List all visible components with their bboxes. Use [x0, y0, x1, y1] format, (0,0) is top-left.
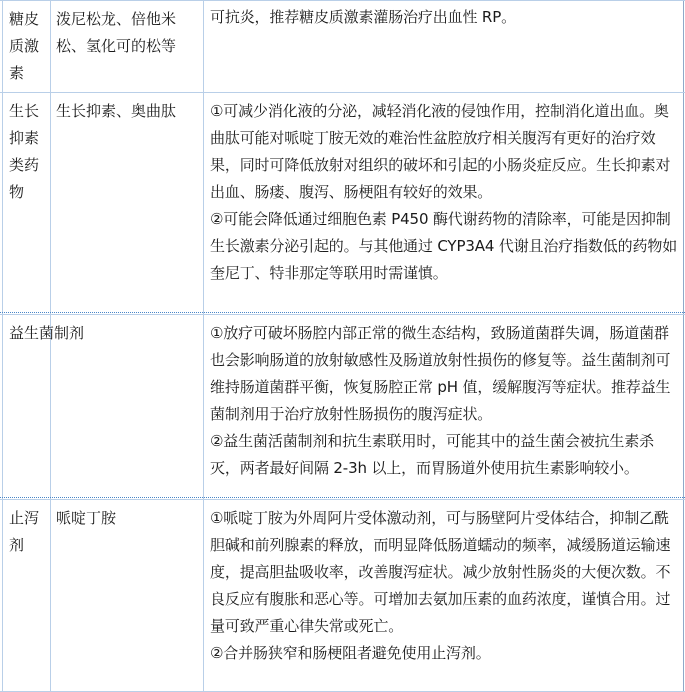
- note-paragraph: ①可减少消化液的分泌，减轻消化液的侵蚀作用，控制消化道出血。奥曲肽可能对哌啶丁胺无效的难治性盆腔放疗相关腹泻有更好的治疗效果，同时可降低放射对组织的破坏和引起的小肠炎症反应。生长抑素对出血、肠瘘、腹泻、肠梗阻有较好的效果。: [210, 102, 671, 201]
- note-paragraph: ①哌啶丁胺为外周阿片受体激动剂，可与肠壁阿片受体结合，抑制乙酰胆碱和前列腺素的释放，而明显降低肠道蠕动的频率，减缓肠道运输速度，提高胆盐吸收率，改善腹泻症状。减少放射性肠炎的大便次数。不良反应有腹胀和恶心等。可增加去氨加压素的血药浓度，谨慎合用。过量可致严重心律失常或死亡。: [210, 509, 671, 635]
- drug-text: 泼尼松龙、倍他米松、氢化可的松等: [56, 10, 177, 55]
- category-cell: [4, 314, 154, 498]
- category-cell: [4, 0, 48, 92]
- drug-cell: [52, 499, 202, 691]
- notes-text: [210, 4, 682, 31]
- drug-text: 生长抑素、奥曲肽: [56, 102, 177, 120]
- table-row: [0, 92, 685, 313]
- notes-cell: [206, 499, 682, 691]
- drug-cell: [52, 92, 202, 313]
- drug-text: 哌啶丁胺: [56, 509, 117, 527]
- note-paragraph: ①放疗可破坏肠腔内部正常的微生态结构，致肠道菌群失调，肠道菌群也会影响肠道的放射敏感性及肠道放射性损伤的修复等。益生菌制剂可维持肠道菌群平衡，恢复肠腔正常 pH 值，缓解腹泻等症状。推荐益生菌制剂用于治疗放射性肠损伤的腹泻症状。: [210, 324, 671, 423]
- note-paragraph: ②合并肠狭窄和肠梗阻者避免使用止泻剂。: [210, 644, 491, 662]
- notes-text: [210, 505, 682, 667]
- notes-cell: [206, 0, 682, 92]
- notes-cell: [206, 92, 682, 313]
- drug-cell: [52, 0, 202, 92]
- category-text: 益生菌制剂: [9, 324, 85, 342]
- notes-cell: [206, 314, 682, 498]
- table-row: [0, 314, 685, 498]
- table-row: [0, 499, 685, 691]
- note-paragraph: ②益生菌活菌制剂和抗生素联用时，可能其中的益生菌会被抗生素杀灭，两者最好间隔 2-3h 以上，而胃肠道外使用抗生素影响较小。: [210, 432, 654, 477]
- table-row: [0, 0, 685, 92]
- note-paragraph: ②可能会降低通过细胞色素 P450 酶代谢药物的清除率，可能是因抑制生长激素分泌引起的。与其他通过 CYP3A4 代谢且治疗指数低的药物如奎尼丁、特非那定等联用时需谨慎。: [210, 210, 678, 282]
- notes-text: [210, 320, 682, 482]
- category-text: 止泻剂: [9, 509, 40, 554]
- category-cell: [4, 499, 48, 691]
- notes-text: [210, 98, 682, 287]
- category-cell: [4, 92, 48, 313]
- category-text: 糖皮质激素: [9, 10, 40, 82]
- category-text: 生长抑素类药物: [9, 102, 40, 201]
- note-paragraph: 可抗炎，推荐糖皮质激素灌肠治疗出血性 RP。: [210, 8, 516, 26]
